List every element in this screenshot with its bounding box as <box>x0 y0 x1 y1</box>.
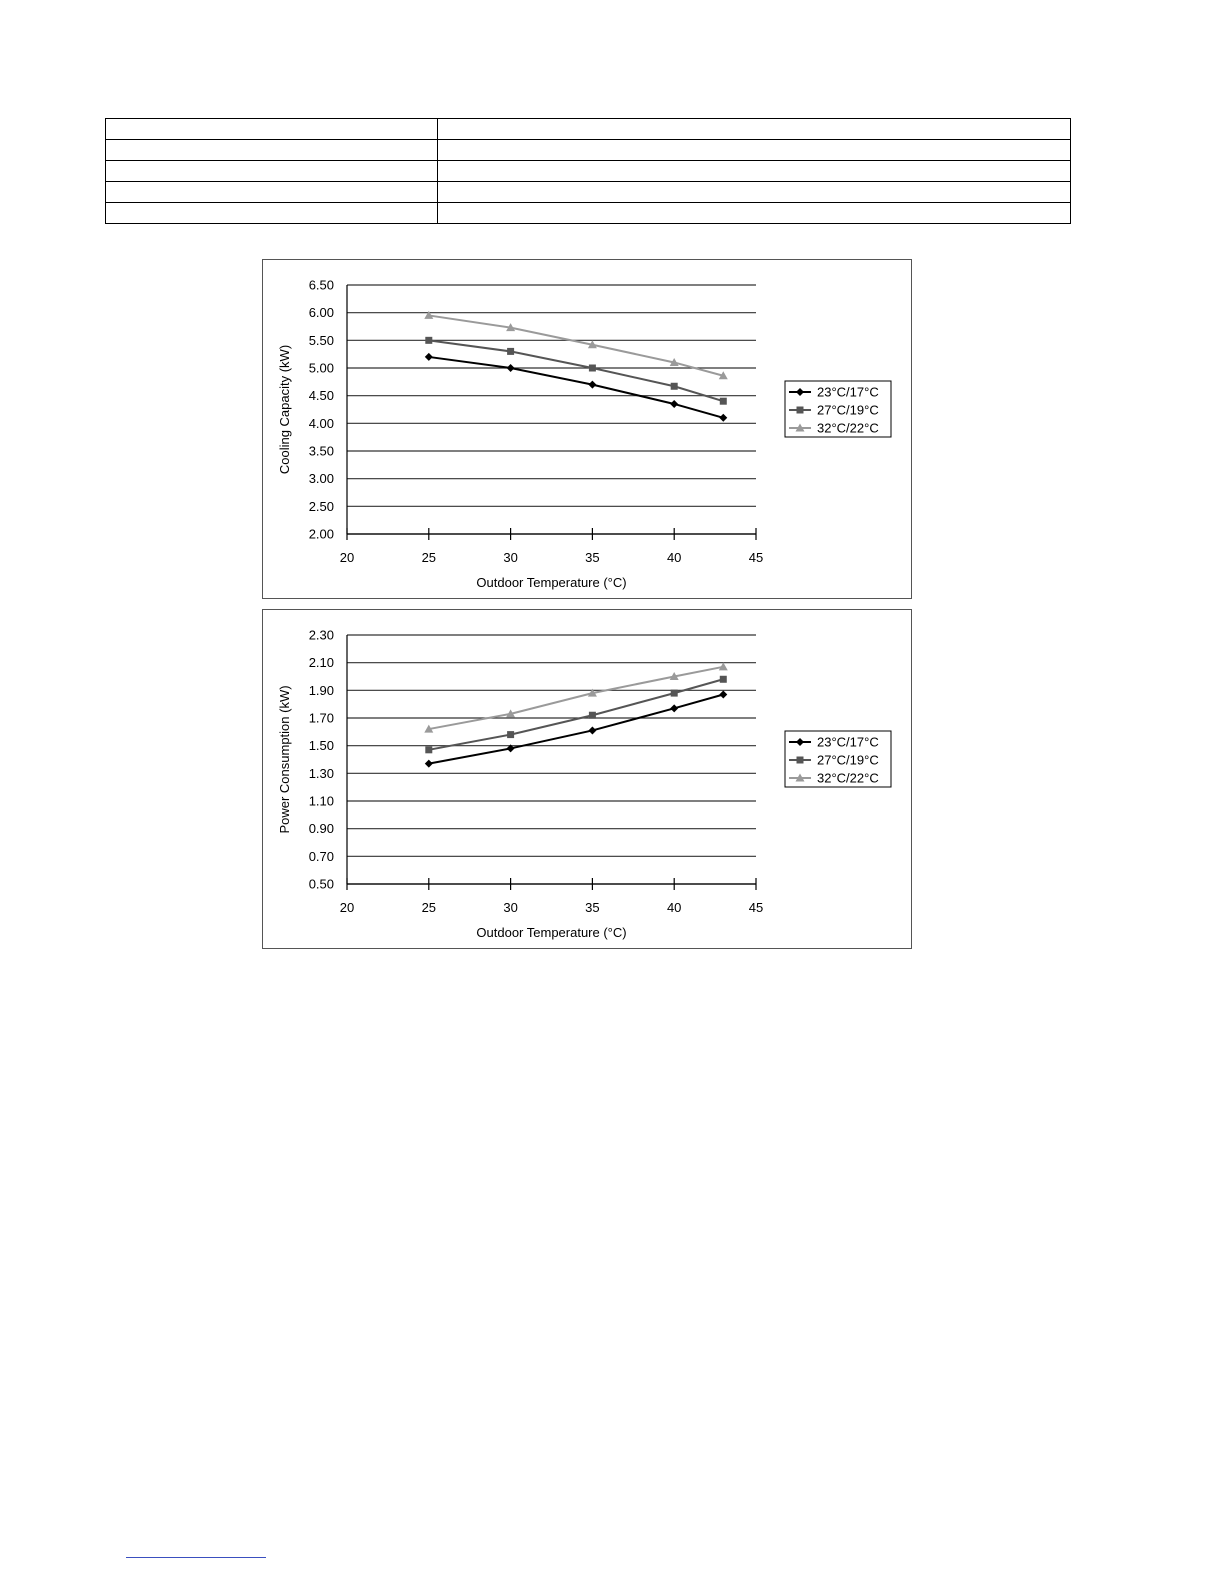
table-cell <box>106 140 438 161</box>
y-tick-label: 1.30 <box>308 765 334 781</box>
x-tick-label: 30 <box>503 900 518 915</box>
y-tick-label: 3.00 <box>308 471 334 487</box>
square-marker <box>507 348 514 355</box>
y-tick-label: 0.90 <box>308 821 334 837</box>
legend-label: 23°C/17°C <box>817 384 879 400</box>
y-tick-label: 2.30 <box>308 627 334 643</box>
y-tick-label: 6.00 <box>308 305 334 321</box>
legend-label: 27°C/19°C <box>817 752 879 768</box>
series <box>425 353 727 422</box>
cooling-capacity-chart <box>262 259 912 599</box>
x-tick-label: 35 <box>585 550 600 565</box>
y-axis-label: Cooling Capacity (kW) <box>277 344 292 475</box>
y-tick-label: 2.00 <box>308 526 334 542</box>
y-tick-label: 0.50 <box>308 876 334 892</box>
square-marker <box>589 712 596 719</box>
table-cell <box>438 119 1071 140</box>
table-row <box>106 119 1071 140</box>
square-marker <box>589 365 596 372</box>
x-tick-label: 45 <box>748 900 764 915</box>
series-line <box>429 694 723 763</box>
diamond-marker <box>670 400 678 408</box>
square-marker <box>797 407 804 414</box>
x-tick-label: 30 <box>503 550 518 565</box>
diamond-marker <box>588 381 596 389</box>
y-tick-label: 2.50 <box>308 498 334 514</box>
diamond-marker <box>719 690 727 698</box>
power-consumption-chart <box>262 609 912 949</box>
y-tick-label: 5.50 <box>308 332 334 348</box>
series <box>425 690 727 767</box>
square-marker <box>797 757 804 764</box>
square-marker <box>425 746 432 753</box>
cooling-capacity-chart-svg <box>263 260 913 600</box>
legend-label: 23°C/17°C <box>817 734 879 750</box>
series <box>425 676 726 754</box>
table-row <box>106 161 1071 182</box>
y-tick-label: 1.50 <box>308 738 334 754</box>
y-tick-label: 4.00 <box>308 415 334 431</box>
y-tick-label: 0.70 <box>308 848 334 864</box>
series <box>424 662 727 732</box>
y-tick-label: 1.10 <box>308 793 334 809</box>
x-tick-label: 45 <box>748 550 764 565</box>
table-row <box>106 203 1071 224</box>
square-marker <box>720 676 727 683</box>
x-tick-label: 25 <box>421 550 437 565</box>
table-cell <box>438 140 1071 161</box>
x-tick-label: 20 <box>339 550 355 565</box>
legend-label: 32°C/22°C <box>817 420 879 436</box>
spec-table <box>105 118 1071 224</box>
x-tick-label: 35 <box>585 900 600 915</box>
footer-rule <box>126 1557 266 1558</box>
series <box>425 337 726 405</box>
square-marker <box>507 731 514 738</box>
table-row <box>106 182 1071 203</box>
table-cell <box>106 161 438 182</box>
y-tick-label: 4.50 <box>308 388 334 404</box>
x-axis-label: Outdoor Temperature (°C) <box>476 575 627 590</box>
x-tick-label: 40 <box>666 550 682 565</box>
triangle-marker <box>719 662 728 670</box>
power-consumption-chart-svg <box>263 610 913 950</box>
diamond-marker <box>588 726 596 734</box>
y-tick-label: 1.90 <box>308 682 334 698</box>
diamond-marker <box>670 704 678 712</box>
table-row <box>106 140 1071 161</box>
table-cell <box>106 119 438 140</box>
x-tick-label: 40 <box>666 900 682 915</box>
y-tick-label: 2.10 <box>308 655 334 671</box>
series-line <box>429 340 723 401</box>
square-marker <box>720 398 727 405</box>
table-cell <box>438 161 1071 182</box>
y-tick-label: 1.70 <box>308 710 334 726</box>
table-cell <box>106 203 438 224</box>
diamond-marker <box>719 414 727 422</box>
diamond-marker <box>425 760 433 768</box>
y-tick-label: 6.50 <box>308 277 334 293</box>
legend-label: 32°C/22°C <box>817 770 879 786</box>
x-tick-label: 25 <box>421 900 437 915</box>
legend-label: 27°C/19°C <box>817 402 879 418</box>
x-tick-label: 20 <box>339 900 355 915</box>
square-marker <box>425 337 432 344</box>
table-cell <box>438 203 1071 224</box>
square-marker <box>671 690 678 697</box>
square-marker <box>671 383 678 390</box>
diamond-marker <box>507 364 515 372</box>
y-tick-label: 3.50 <box>308 443 334 459</box>
table-cell <box>106 182 438 203</box>
y-tick-label: 5.00 <box>308 360 334 376</box>
y-axis-label: Power Consumption (kW) <box>277 685 292 834</box>
diamond-marker <box>425 353 433 361</box>
table-cell <box>438 182 1071 203</box>
x-axis-label: Outdoor Temperature (°C) <box>476 925 627 940</box>
